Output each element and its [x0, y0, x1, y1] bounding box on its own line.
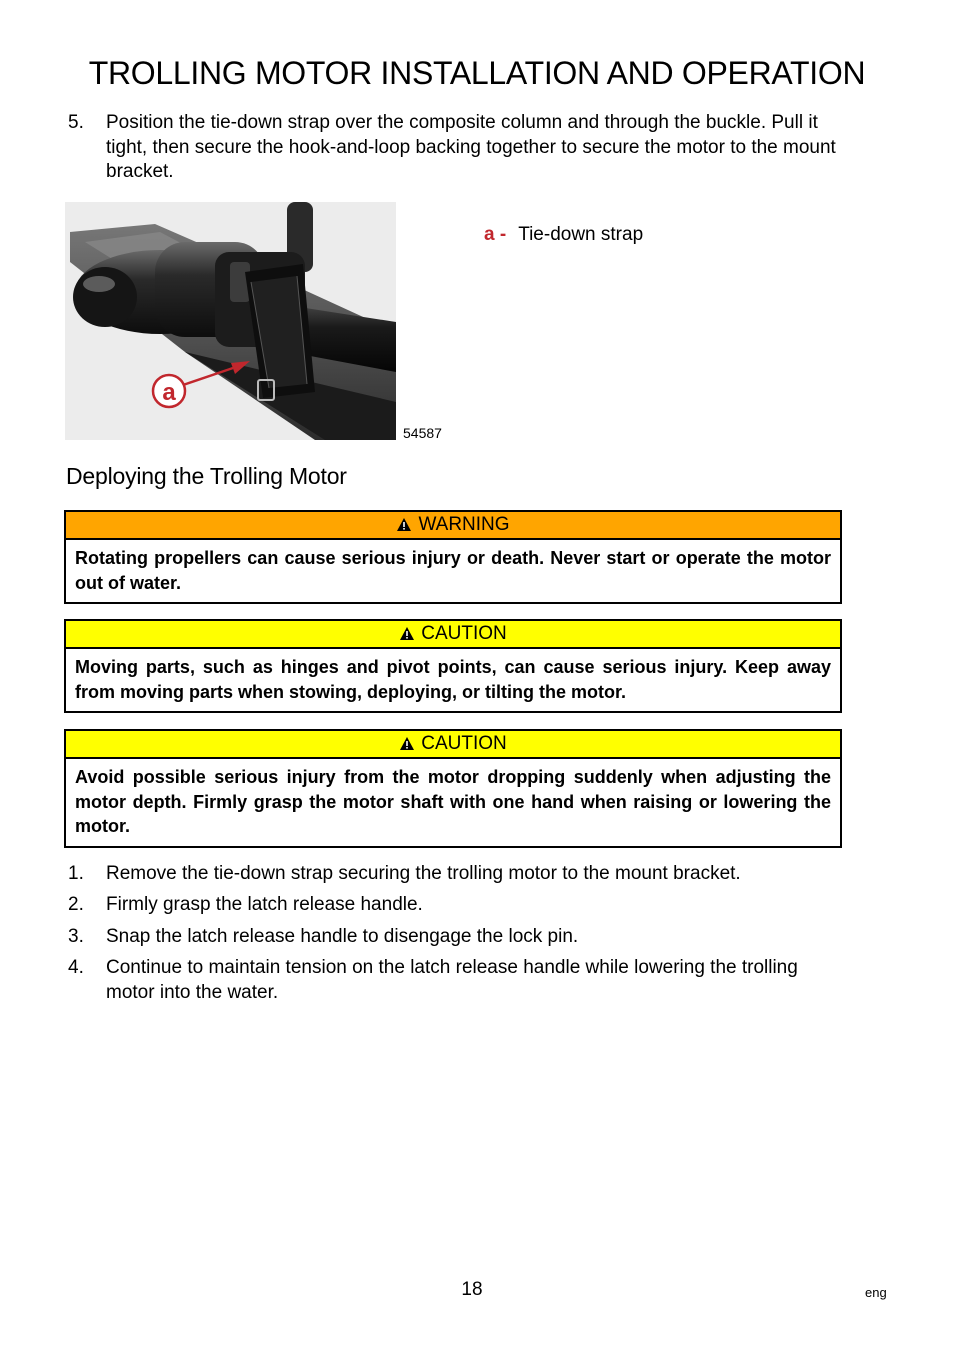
caution-box — [64, 729, 842, 848]
caution-header — [66, 621, 840, 649]
warning-box — [64, 510, 842, 604]
language-code: eng — [865, 1285, 887, 1300]
list-item — [68, 956, 848, 1005]
figure-legend — [484, 224, 643, 246]
step-number: 5. — [68, 112, 84, 133]
step-number: 3. — [68, 926, 84, 947]
list-item — [68, 893, 848, 918]
callout-label: a — [162, 379, 176, 406]
caution-box — [64, 619, 842, 713]
notice-label: CAUTION — [421, 623, 507, 644]
page-title: TROLLING MOTOR INSTALLATION AND OPERATION — [88, 55, 866, 91]
step-text: Firmly grasp the latch release handle. — [106, 894, 423, 915]
warning-triangle-icon — [396, 517, 412, 532]
motor-illustration — [65, 202, 396, 440]
step-number: 1. — [68, 863, 84, 884]
warning-triangle-icon — [399, 626, 415, 641]
step-number: 4. — [68, 957, 84, 978]
list-item — [68, 111, 848, 185]
step-text: Snap the latch release handle to disengage the lock pin. — [106, 926, 579, 947]
list-item — [68, 862, 848, 887]
page-number: 18 — [461, 1279, 483, 1300]
step-text: Remove the tie-down strap securing the trolling motor to the mount bracket. — [106, 863, 741, 884]
notice-text: Moving parts, such as hinges and pivot points, can cause serious injury. Keep away from moving parts when stowing, deploying, or tilting the motor. — [75, 657, 831, 702]
step-text: Continue to maintain tension on the latch release handle while lowering the trolling motor into the water. — [106, 957, 798, 1003]
step-text: Position the tie-down strap over the composite column and through the buckle. Pull it tight, then secure the hook-and-loop backing together to secure the motor to the mount bracket. — [106, 112, 836, 182]
figure-id: 54587 — [403, 425, 442, 441]
notice-text: Rotating propellers can cause serious injury or death. Never start or operate the motor out of water. — [75, 548, 831, 593]
notice-text: Avoid possible serious injury from the motor dropping suddenly when adjusting the motor depth. Firmly grasp the motor shaft with one hand when raising or lowering the motor. — [75, 767, 831, 836]
section-heading: Deploying the Trolling Motor — [66, 463, 347, 489]
legend-key: a - — [484, 224, 507, 245]
legend-text: Tie-down strap — [518, 224, 644, 245]
tie-down-strap-photo — [65, 202, 396, 440]
caution-header — [66, 731, 840, 759]
notice-label: CAUTION — [421, 733, 507, 754]
list-item — [68, 925, 848, 950]
step-number: 2. — [68, 894, 84, 915]
warning-header — [66, 512, 840, 540]
warning-triangle-icon — [399, 736, 415, 751]
notice-label: WARNING — [418, 514, 510, 535]
